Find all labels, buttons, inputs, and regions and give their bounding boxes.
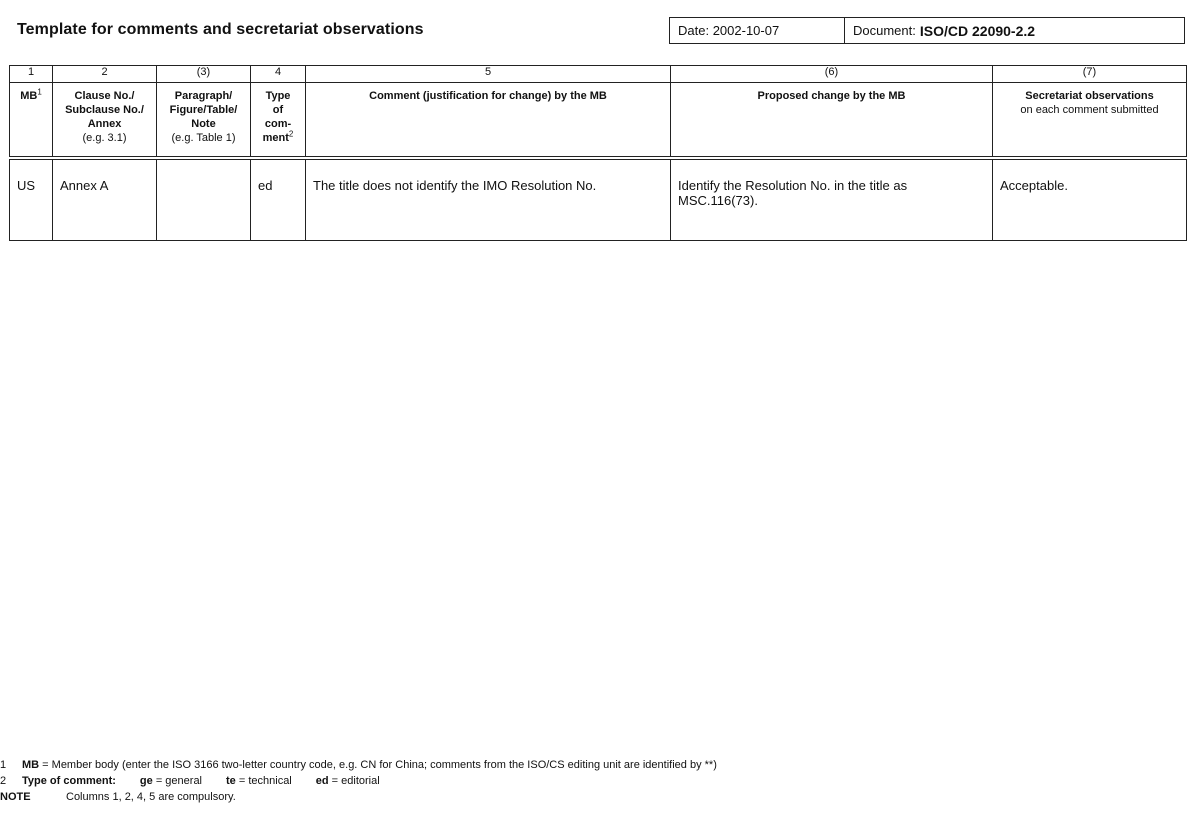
cell-comment: The title does not identify the IMO Resolution No.	[306, 160, 671, 241]
note-line: NOTE Columns 1, 2, 4, 5 are compulsory.	[0, 791, 236, 803]
heading-secretariat-observations: Secretariat observations on each comment submitted	[993, 83, 1187, 157]
table-row	[10, 160, 1187, 241]
cell-paragraph	[157, 160, 251, 241]
cell-proposed-change: Identify the Resolution No. in the title as MSC.116(73).	[671, 160, 993, 241]
column-number: 5	[306, 66, 671, 83]
document-label: Document:	[853, 23, 916, 38]
column-number: (3)	[157, 66, 251, 83]
date-cell	[670, 18, 845, 43]
document-number: ISO/CD 22090-2.2	[919, 22, 1036, 39]
column-header-table	[9, 65, 1187, 157]
page-title: Template for comments and secretariat observations	[17, 21, 424, 38]
column-number: 2	[53, 66, 157, 83]
cell-clause: Annex A	[53, 160, 157, 241]
date-value: 2002-10-07	[712, 23, 780, 38]
document-info-box	[669, 17, 1185, 44]
cell-observation: Acceptable.	[993, 160, 1187, 241]
column-heading-row	[10, 83, 1187, 157]
column-number: 1	[10, 66, 53, 83]
footnotes	[0, 757, 717, 805]
cell-mb: US	[10, 160, 53, 241]
column-number: (6)	[671, 66, 993, 83]
heading-mb: $MB^1$	[10, 83, 53, 157]
heading-proposed-change: Proposed change by the MB	[671, 83, 993, 157]
footnote-1: 1 MB = Member body (enter the ISO 3166 two-letter country code, e.g. CN for China; comments from the ISO/CS editing unit are identified by **)	[0, 759, 717, 771]
column-number: 4	[251, 66, 306, 83]
column-number-row	[10, 66, 1187, 83]
column-number: (7)	[993, 66, 1187, 83]
heading-type-of-comment: Type of com- ment$^2$	[251, 83, 306, 157]
date-label: Date:	[678, 23, 710, 38]
comments-table	[9, 159, 1187, 241]
heading-comment: Comment (justification for change) by the MB	[306, 83, 671, 157]
cell-type: ed	[251, 160, 306, 241]
heading-paragraph: Paragraph/ Figure/Table/ Note (e.g. Table 1)	[157, 83, 251, 157]
footnote-2: 2 Type of comment: ge = general te = technical ed = editorial	[0, 775, 380, 787]
document-cell	[845, 18, 1184, 43]
heading-clause: Clause No./ Subclause No./ Annex (e.g. 3.1)	[53, 83, 157, 157]
